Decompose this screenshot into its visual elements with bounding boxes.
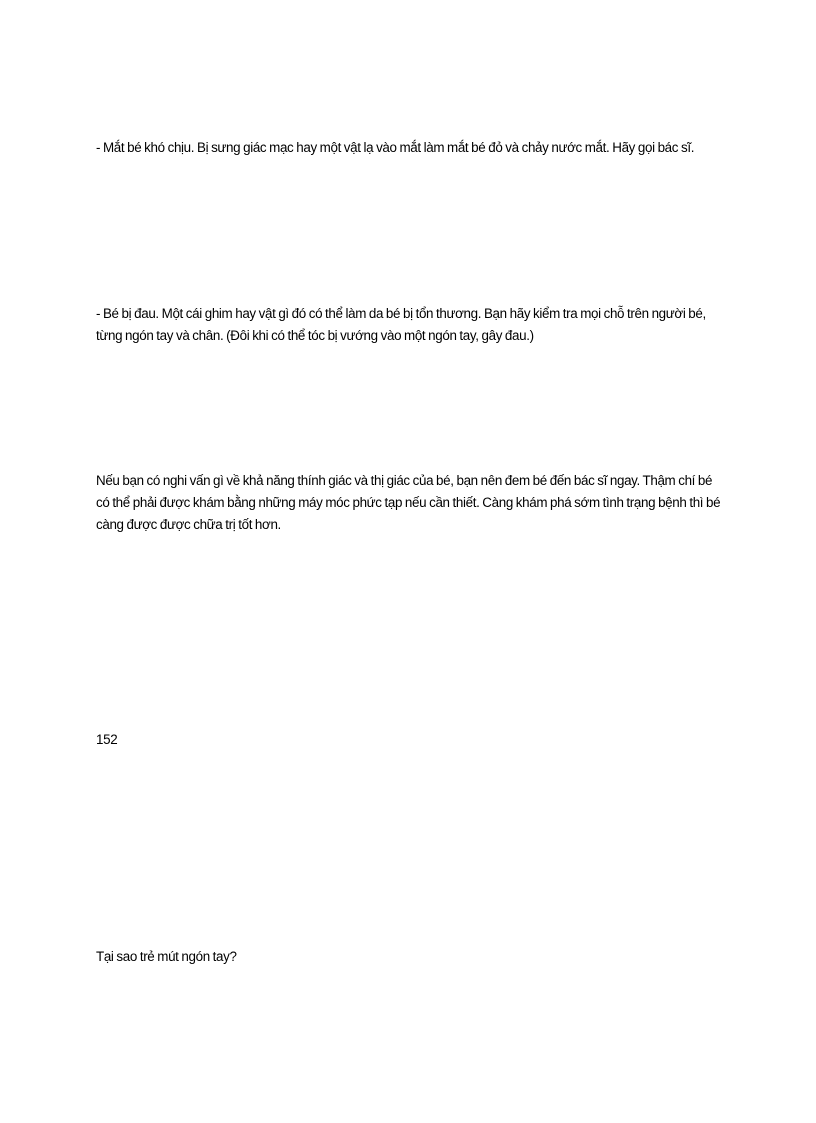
page-number: 152 bbox=[96, 732, 118, 747]
paragraph-baby-pain: - Bé bị đau. Một cái ghim hay vật gì đó có thể làm da bé bị tổn thương. Bạn hãy kiểm tra mọi chỗ trên người bé, từng ngón tay và chân. (Đôi khi có thể tóc bị vướng vào một ngón tay, gây đau.) bbox=[96, 306, 706, 343]
paragraph-eye-discomfort: - Mắt bé khó chịu. Bị sưng giác mạc hay một vật lạ vào mắt làm mắt bé đỏ và chảy nước mắt. Hãy gọi bác sĩ. bbox=[96, 140, 695, 155]
paragraph-hearing-vision: Nếu bạn có nghi vấn gì về khả năng thính giác và thị giác của bé, bạn nên đem bé đến bác sĩ ngay. Thậm chí bé có thể phải được khám bằng những máy móc phức tạp nếu cần thiết. Càng khám phá sớm tình trạng bệnh thì bé càng được được chữa trị tốt hơn. bbox=[96, 473, 721, 532]
section-heading: Tại sao trẻ mút ngón tay? bbox=[96, 949, 237, 964]
